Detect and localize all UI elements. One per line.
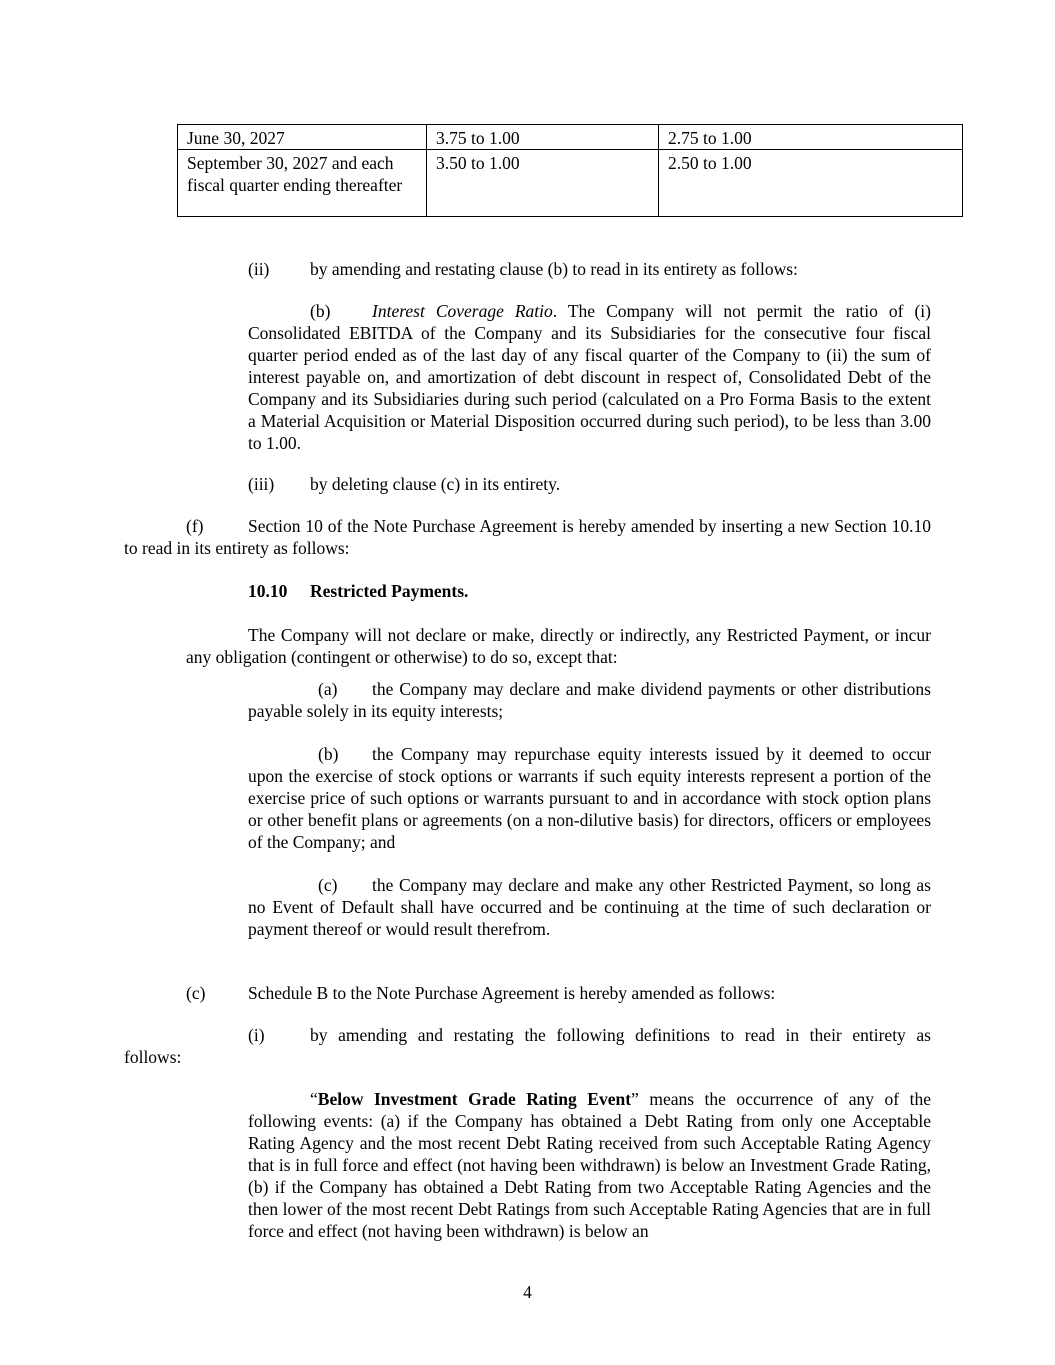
leverage-ratio-table [177, 124, 963, 217]
paragraph-label: (f) [186, 516, 204, 536]
table-cell-ratio: 3.75 to 1.00 [427, 125, 659, 150]
table-cell-date: September 30, 2027 and each fiscal quarter ending thereafter [178, 150, 427, 217]
clause-title: Interest Coverage Ratio [372, 301, 553, 321]
section-number: 10.10 [248, 581, 288, 601]
paragraph-i-continuation: follows: [124, 1047, 182, 1067]
sub-clause-label: (c) [318, 875, 338, 895]
page-number: 4 [523, 1282, 532, 1302]
paragraph-text: Schedule B to the Note Purchase Agreement is hereby amended as follows: [248, 983, 776, 1003]
paragraph-text: by amending and restating clause (b) to read in its entirety as follows: [310, 259, 798, 279]
restricted-payments-intro: The Company will not declare or make, directly or indirectly, any Restricted Payment, or incur any obligation (contingent or otherwise) to do so, except that: [186, 625, 931, 667]
section-heading [248, 580, 848, 602]
table-cell-ratio: 2.75 to 1.00 [659, 125, 963, 150]
paragraph-label: (iii) [248, 474, 275, 494]
paragraph-c [186, 982, 931, 1004]
clause-text: . The Company will not permit the ratio of (i) Consolidated EBITDA of the Company and its Subsidiaries for the consecutive four fiscal quarter period ended as of the last day of any fiscal quarter of the Company to (ii) the sum of interest payable on, and amortization of debt discount in respect of, Consolidated Debt of the Company and its Subsidiaries during such period (calculated on a Pro Forma Basis to the extent a Material Acquisition or Material Disposition occurred during such period), to be less than 3.00 to 1.00. [248, 301, 931, 453]
paragraph-label: (ii) [248, 259, 270, 279]
paragraph-text: Section 10 of the Note Purchase Agreement is hereby amended by inserting a new Section 10.10 to read in its entirety as follows: [124, 516, 931, 558]
paragraph-iii [248, 473, 938, 495]
defined-term: Below Investment Grade Rating Event [317, 1089, 632, 1109]
paragraph-text: by amending and restating the following definitions to read in their entirety as [310, 1025, 931, 1045]
paragraph-f [124, 515, 931, 559]
table-row [178, 150, 963, 217]
clause-b-interest-coverage [248, 300, 931, 454]
sub-clause-label: (a) [318, 679, 338, 699]
sub-clause-text: the Company may declare and make dividend payments or other distributions payable solely in its equity interests; [248, 679, 931, 721]
paragraph-text: by deleting clause (c) in its entirety. [310, 474, 561, 494]
sub-clause-text: the Company may declare and make any other Restricted Payment, so long as no Event of Default shall have occurred and be continuing at the time of such declaration or payment thereof or would result therefrom. [248, 875, 931, 939]
table-cell-ratio: 3.50 to 1.00 [427, 150, 659, 217]
sub-clause-a [248, 678, 931, 722]
sub-clause-c [248, 874, 931, 940]
paragraph-label: (c) [186, 983, 206, 1003]
table-cell-ratio: 2.50 to 1.00 [659, 150, 963, 217]
table-row [178, 125, 963, 150]
open-quote: “ [310, 1089, 318, 1109]
table-cell-date: June 30, 2027 [178, 125, 427, 150]
paragraph-ii [248, 258, 938, 280]
sub-clause-label: (b) [318, 744, 339, 764]
definition-below-investment-grade [248, 1088, 931, 1242]
paragraph-label: (i) [248, 1025, 265, 1045]
section-title: Restricted Payments. [310, 581, 469, 601]
sub-clause-b [248, 743, 931, 853]
paragraph-i [248, 1024, 931, 1046]
sub-clause-text: the Company may repurchase equity interests issued by it deemed to occur upon the exercise of stock options or warrants if such equity interests represent a portion of the exercise price of such options or warrants pursuant to and in accordance with stock option plans or other benefit plans or agreements (on a non-dilutive basis) for directors, officers or employees of the Company; and [248, 744, 931, 852]
close-quote: ” [631, 1089, 639, 1109]
clause-label: (b) [310, 301, 331, 321]
definition-text: means the occurrence of any of the following events: (a) if the Company has obtained a Debt Rating from only one Acceptable Rating Agency and the most recent Debt Rating received from such Acceptable Rating Agency that is in full force and effect (not having been withdrawn) is below an Investment Grade Rating, (b) if the Company has obtained a Debt Rating from two Acceptable Rating Agencies and the then lower of the most recent Debt Ratings from such Acceptable Rating Agencies that are in full force and effect (not having been withdrawn) is below an [248, 1089, 931, 1241]
